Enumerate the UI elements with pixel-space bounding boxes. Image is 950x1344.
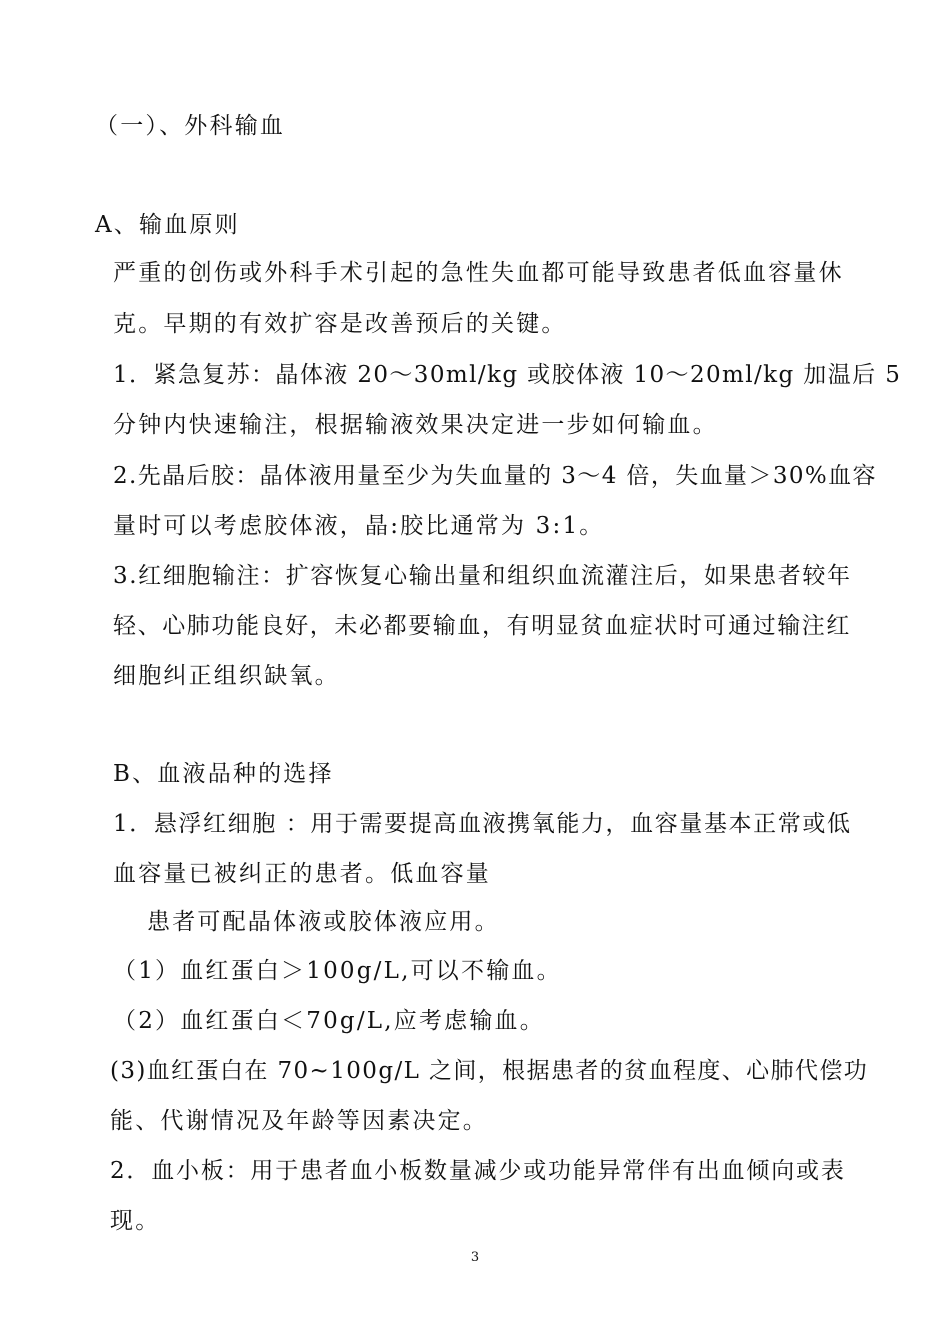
section-b-sub-item-3-line-1: (3)血红蛋白在 70~100g/L 之间，根据患者的贫血程度、心肺代偿功 [110, 1058, 869, 1084]
section-a-item2-line-2: 量时可以考虑胶体液，晶:胶比通常为 3:1。 [113, 513, 605, 539]
page-number: 3 [470, 1250, 480, 1265]
section-a-item1-line-2: 分钟内快速输注，根据输液效果决定进一步如何输血。 [113, 412, 718, 438]
section-b-sub-item-1: （1）血红蛋白＞100g/L,可以不输血。 [113, 958, 562, 984]
section-a-item3-line-1: 3.红细胞输注：扩容恢复心输出量和组织血流灌注后，如果患者较年 [113, 563, 852, 589]
section-b-title: B、血液品种的选择 [113, 761, 334, 787]
section-b-item1-line-3: 患者可配晶体液或胶体液应用。 [147, 909, 500, 935]
section-b-item1-line-2: 血容量已被纠正的患者。低血容量 [113, 861, 491, 887]
section-a-item3-line-3: 细胞纠正组织缺氧。 [113, 663, 340, 689]
section-a-item1-line-1: 1．紧急复苏：晶体液 20～30ml/kg 或胶体液 10～20ml/kg 加温后 5 [113, 362, 902, 388]
section-b-sub-item-2: （2）血红蛋白＜70g/L,应考虑输血。 [113, 1008, 545, 1034]
section-a-intro-line-2: 克。早期的有效扩容是改善预后的关键。 [113, 311, 567, 337]
section-a-title: A、输血原则 [95, 212, 240, 238]
section-heading: （一）、外科输血 [95, 113, 286, 139]
section-b-item2-line-1: 2．血小板：用于患者血小板数量减少或功能异常伴有出血倾向或表 [110, 1158, 846, 1184]
section-b-item1-line-1: 1．悬浮红细胞 ：用于需要提高血液携氧能力，血容量基本正常或低 [113, 811, 852, 837]
section-a-item3-line-2: 轻、心肺功能良好，未必都要输血，有明显贫血症状时可通过输注红 [113, 613, 851, 639]
section-b-item2-line-2: 现。 [110, 1208, 161, 1234]
section-b-sub-item-3-line-2: 能、代谢情况及年龄等因素决定。 [110, 1108, 488, 1134]
section-a-intro-line-1: 严重的创伤或外科手术引起的急性失血都可能导致患者低血容量休 [113, 260, 844, 286]
section-a-item2-line-1: 2.先晶后胶：晶体液用量至少为失血量的 3～4 倍，失血量＞30%血容 [113, 463, 877, 489]
